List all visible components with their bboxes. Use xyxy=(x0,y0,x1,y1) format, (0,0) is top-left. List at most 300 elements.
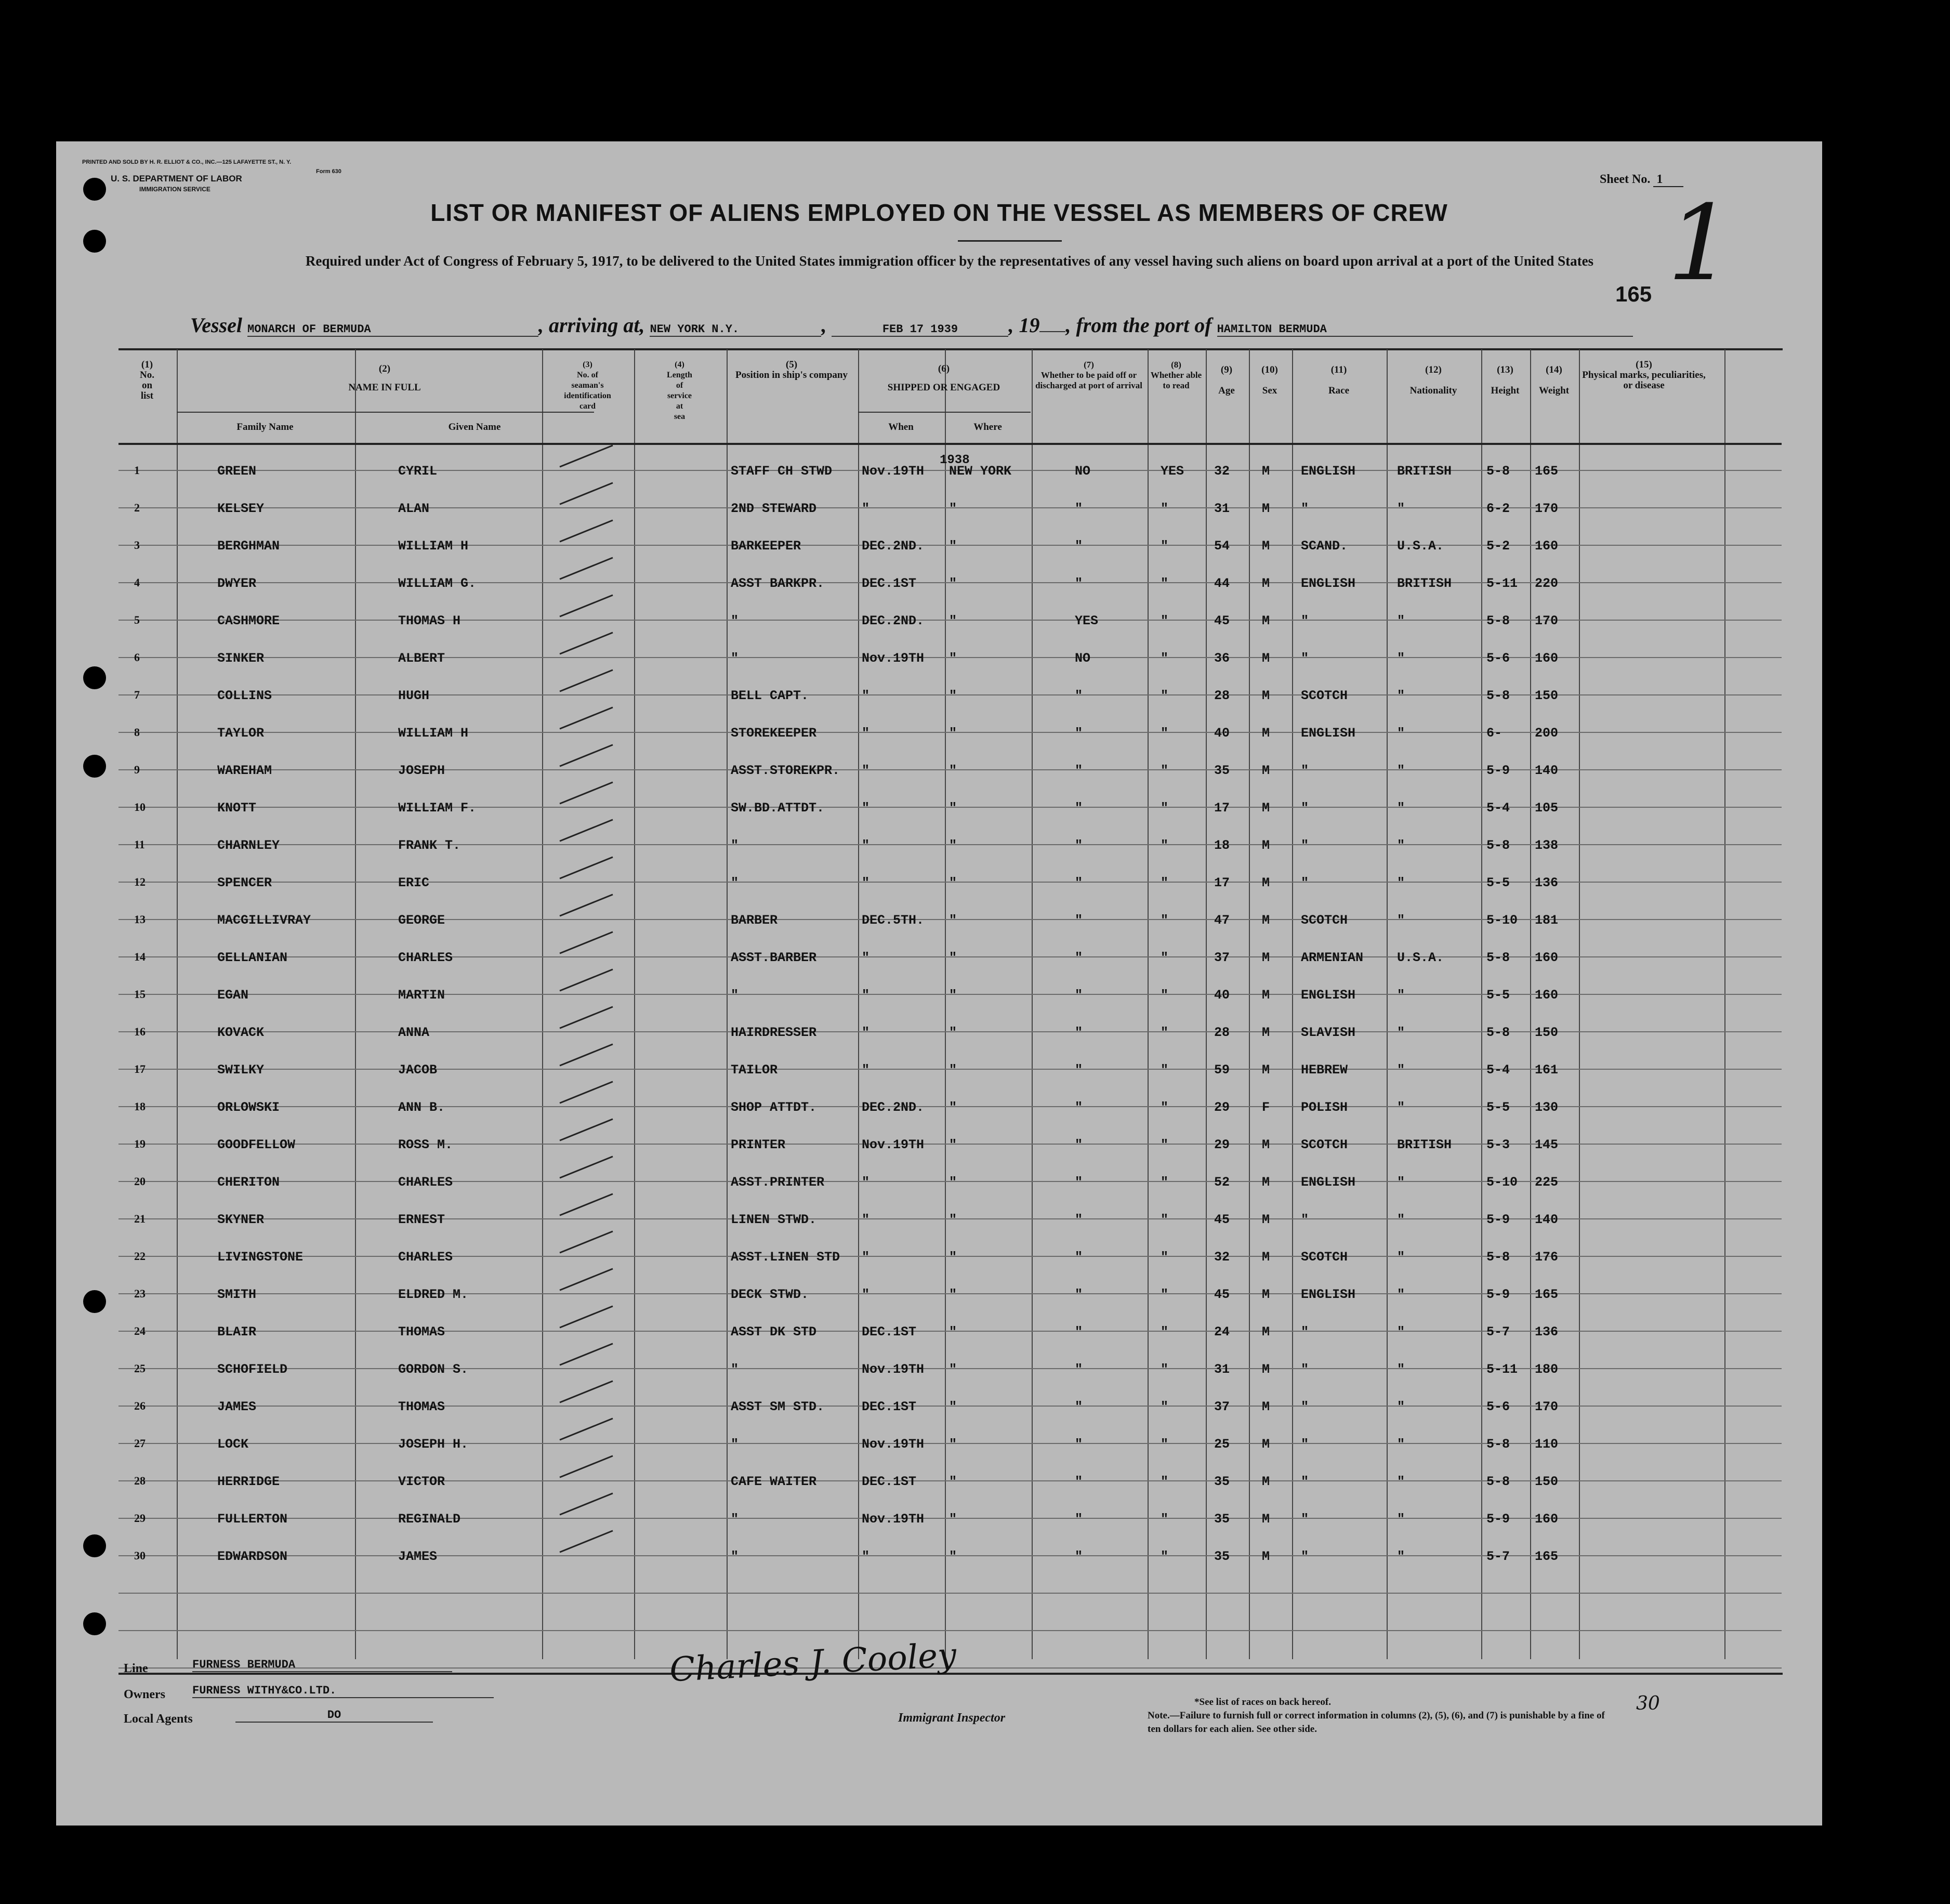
shipped-where: " xyxy=(949,1362,957,1377)
given-name: JOSEPH H. xyxy=(398,1437,469,1452)
age: 45 xyxy=(1214,613,1230,628)
row-number: 6 xyxy=(134,651,140,664)
row-number: 2 xyxy=(134,501,140,514)
position: STOREKEEPER xyxy=(731,726,817,741)
sex: M xyxy=(1262,1324,1270,1340)
family-name: KELSEY xyxy=(217,501,265,516)
family-name: WAREHAM xyxy=(217,763,272,778)
paid-off: " xyxy=(1075,688,1083,703)
race: ENGLISH xyxy=(1301,576,1356,591)
paid-off: " xyxy=(1075,1474,1083,1489)
age: 54 xyxy=(1214,539,1230,554)
sex: M xyxy=(1262,950,1270,965)
sex: M xyxy=(1262,464,1270,479)
height: 5-6 xyxy=(1486,1399,1510,1414)
col-header-id-card: (3) No. of seaman's identification card xyxy=(564,360,611,411)
age: 59 xyxy=(1214,1062,1230,1078)
owners-label: Owners xyxy=(124,1688,165,1701)
height: 5-9 xyxy=(1486,1512,1510,1527)
able-to-read: " xyxy=(1161,1250,1169,1265)
column-rule xyxy=(1148,349,1149,1659)
col-header-given-name: Given Name xyxy=(448,422,501,432)
height: 5-8 xyxy=(1486,950,1510,965)
sex: M xyxy=(1262,1549,1270,1564)
paid-off: " xyxy=(1075,1100,1083,1115)
shipped-when: DEC.2ND. xyxy=(862,539,925,554)
age: 28 xyxy=(1214,688,1230,703)
height: 5-4 xyxy=(1486,800,1510,816)
row-number: 21 xyxy=(134,1212,146,1225)
column-rule xyxy=(1530,349,1531,1659)
paid-off: YES xyxy=(1075,613,1099,628)
race: ENGLISH xyxy=(1301,988,1356,1003)
nationality: " xyxy=(1397,1512,1405,1527)
position: ASST.STOREKPR. xyxy=(731,763,840,778)
subheader-rule xyxy=(858,412,1031,413)
sex: M xyxy=(1262,1512,1270,1527)
family-name: KOVACK xyxy=(217,1025,265,1040)
position: ASST.LINEN STD xyxy=(731,1250,840,1265)
position: " xyxy=(731,1512,739,1527)
family-name: SMITH xyxy=(217,1287,257,1302)
nationality: " xyxy=(1397,1324,1405,1340)
col-header-height: (13) Height xyxy=(1491,364,1520,396)
col-header-position: (5) Position in ship's company xyxy=(735,359,848,380)
shipped-when: " xyxy=(862,1549,870,1564)
stamp-number: 165 xyxy=(1615,282,1652,306)
position: ASST DK STD xyxy=(731,1324,817,1340)
shipped-when: " xyxy=(862,763,870,778)
shipped-when: DEC.1ST xyxy=(862,1399,917,1414)
able-to-read: " xyxy=(1161,988,1169,1003)
given-name: WILLIAM F. xyxy=(398,800,477,816)
race: " xyxy=(1301,1212,1309,1227)
col-header-name: (2) NAME IN FULL xyxy=(348,363,421,393)
given-name: JACOB xyxy=(398,1062,438,1078)
row-number: 28 xyxy=(134,1474,146,1487)
column-rule xyxy=(945,349,946,1659)
height: 5-6 xyxy=(1486,651,1510,666)
race: ENGLISH xyxy=(1301,1175,1356,1190)
column-rule xyxy=(1249,349,1250,1659)
race: " xyxy=(1301,1512,1309,1527)
shipped-where: " xyxy=(949,1399,957,1414)
nationality: BRITISH xyxy=(1397,464,1452,479)
family-name: CHARNLEY xyxy=(217,838,280,853)
paid-off: " xyxy=(1075,1062,1083,1078)
height: 5-8 xyxy=(1486,613,1510,628)
column-rule xyxy=(1292,349,1293,1659)
shipped-where: " xyxy=(949,539,957,554)
row-number: 18 xyxy=(134,1100,146,1113)
sex: M xyxy=(1262,875,1270,890)
row-number: 14 xyxy=(134,950,146,963)
age: 32 xyxy=(1214,1250,1230,1265)
race: ENGLISH xyxy=(1301,464,1356,479)
given-name: THOMAS xyxy=(398,1324,445,1340)
race: " xyxy=(1301,838,1309,853)
weight: 180 xyxy=(1535,1362,1559,1377)
paid-off: " xyxy=(1075,838,1083,853)
row-number: 7 xyxy=(134,688,140,701)
weight: 170 xyxy=(1535,613,1559,628)
weight: 136 xyxy=(1535,875,1559,890)
paid-off: " xyxy=(1075,913,1083,928)
col-header-where: Where xyxy=(973,422,1002,432)
position: " xyxy=(731,1437,739,1452)
arriving-port: NEW YORK N.Y. xyxy=(650,323,821,337)
sex: M xyxy=(1262,1025,1270,1040)
arriving-label: , arriving at, xyxy=(538,313,645,337)
row-number: 15 xyxy=(134,988,146,1001)
race: " xyxy=(1301,613,1309,628)
able-to-read: " xyxy=(1161,875,1169,890)
col-header-shipped: (6) SHIPPED OR ENGAGED xyxy=(887,363,1000,393)
age: 47 xyxy=(1214,913,1230,928)
inspector-label: Immigrant Inspector xyxy=(898,1711,1006,1725)
age: 31 xyxy=(1214,501,1230,516)
family-name: BLAIR xyxy=(217,1324,257,1340)
height: 5-8 xyxy=(1486,1474,1510,1489)
nationality: " xyxy=(1397,838,1405,853)
weight: 176 xyxy=(1535,1250,1559,1265)
shipped-when: DEC.2ND. xyxy=(862,613,925,628)
vessel-line: Vessel MONARCH OF BERMUDA , arriving at, NEW YORK N.Y. , FEB 17 1939 , 19 , from the port of HAMILTON BERMUDA xyxy=(190,313,1633,337)
age: 45 xyxy=(1214,1287,1230,1302)
inspector-signature: Charles J. Cooley xyxy=(668,1636,957,1690)
paid-off: " xyxy=(1075,763,1083,778)
sex: M xyxy=(1262,988,1270,1003)
family-name: MACGILLIVRAY xyxy=(217,913,311,928)
position: " xyxy=(731,988,739,1003)
column-rule xyxy=(1206,349,1207,1659)
family-name: FULLERTON xyxy=(217,1512,288,1527)
weight: 150 xyxy=(1535,1025,1559,1040)
family-name: DWYER xyxy=(217,576,257,591)
age: 18 xyxy=(1214,838,1230,853)
sex: M xyxy=(1262,1212,1270,1227)
shipped-where: " xyxy=(949,1175,957,1190)
col-header-number: (1) No. on list xyxy=(140,359,154,401)
shipped-when: DEC.1ST xyxy=(862,1474,917,1489)
weight: 130 xyxy=(1535,1100,1559,1115)
col-header-service-length: (4) Length of service at sea xyxy=(667,360,692,421)
able-to-read: " xyxy=(1161,1399,1169,1414)
weight: 165 xyxy=(1535,1287,1559,1302)
row-number: 25 xyxy=(134,1362,146,1375)
age: 35 xyxy=(1214,1512,1230,1527)
shipped-where: " xyxy=(949,1025,957,1040)
shipped-where: " xyxy=(949,1100,957,1115)
age: 29 xyxy=(1214,1137,1230,1152)
weight: 105 xyxy=(1535,800,1559,816)
col-header-sex: (10) Sex xyxy=(1261,364,1278,396)
given-name: JOSEPH xyxy=(398,763,445,778)
shipped-where: " xyxy=(949,838,957,853)
row-number: 9 xyxy=(134,763,140,776)
position: " xyxy=(731,1549,739,1564)
nationality: U.S.A. xyxy=(1397,539,1444,554)
shipped-when: Nov.19TH xyxy=(862,1362,925,1377)
nationality: " xyxy=(1397,1399,1405,1414)
position: SHOP ATTDT. xyxy=(731,1100,817,1115)
shipped-where: " xyxy=(949,688,957,703)
able-to-read: " xyxy=(1161,800,1169,816)
nationality: " xyxy=(1397,1250,1405,1265)
family-name: SCHOFIELD xyxy=(217,1362,288,1377)
family-name: GELLANIAN xyxy=(217,950,288,965)
given-name: ANNA xyxy=(398,1025,430,1040)
able-to-read: " xyxy=(1161,651,1169,666)
agents-label: Local Agents xyxy=(124,1712,193,1726)
paid-off: " xyxy=(1075,800,1083,816)
given-name: GORDON S. xyxy=(398,1362,469,1377)
col-header-paid-off: (7) Whether to be paid off or discharged at port of arrival xyxy=(1035,360,1142,390)
height: 5-2 xyxy=(1486,539,1510,554)
given-name: CHARLES xyxy=(398,1250,453,1265)
nationality: " xyxy=(1397,1362,1405,1377)
position: STAFF CH STWD xyxy=(731,464,833,479)
given-name: VICTOR xyxy=(398,1474,445,1489)
shipped-where: " xyxy=(949,1250,957,1265)
age: 45 xyxy=(1214,1212,1230,1227)
row-number: 11 xyxy=(134,838,145,851)
shipped-when: " xyxy=(862,501,870,516)
family-name: COLLINS xyxy=(217,688,272,703)
family-name: TAYLOR xyxy=(217,726,265,741)
sex: M xyxy=(1262,576,1270,591)
height: 5-4 xyxy=(1486,1062,1510,1078)
column-rule xyxy=(355,349,356,1659)
weight: 150 xyxy=(1535,1474,1559,1489)
race: SCOTCH xyxy=(1301,913,1348,928)
able-to-read: " xyxy=(1161,1362,1169,1377)
nationality: " xyxy=(1397,651,1405,666)
shipped-when: " xyxy=(862,1250,870,1265)
row-rule xyxy=(118,1593,1782,1594)
able-to-read: " xyxy=(1161,1437,1169,1452)
given-name: THOMAS xyxy=(398,1399,445,1414)
able-to-read: " xyxy=(1161,1549,1169,1564)
able-to-read: " xyxy=(1161,1324,1169,1340)
given-name: WILLIAM G. xyxy=(398,576,477,591)
shipped-where: " xyxy=(949,1062,957,1078)
shipped-when: Nov.19TH xyxy=(862,1437,925,1452)
given-name: ANN B. xyxy=(398,1100,445,1115)
able-to-read: " xyxy=(1161,1175,1169,1190)
race: " xyxy=(1301,763,1309,778)
shipped-when: " xyxy=(862,800,870,816)
height: 6-2 xyxy=(1486,501,1510,516)
family-name: SKYNER xyxy=(217,1212,265,1227)
weight: 160 xyxy=(1535,950,1559,965)
able-to-read: " xyxy=(1161,913,1169,928)
weight: 110 xyxy=(1535,1437,1559,1452)
nationality: U.S.A. xyxy=(1397,950,1444,965)
family-name: GOODFELLOW xyxy=(217,1137,296,1152)
binder-hole xyxy=(83,666,106,689)
column-rule xyxy=(177,349,178,1659)
position: ASST SM STD. xyxy=(731,1399,825,1414)
row-number: 12 xyxy=(134,875,146,888)
shipped-where: " xyxy=(949,651,957,666)
position: ASST.BARBER xyxy=(731,950,817,965)
given-name: WILLIAM H xyxy=(398,539,469,554)
sex: M xyxy=(1262,1362,1270,1377)
position: ASST BARKPR. xyxy=(731,576,825,591)
shipped-where: " xyxy=(949,613,957,628)
given-name: FRANK T. xyxy=(398,838,461,853)
race: " xyxy=(1301,1549,1309,1564)
position: BARBER xyxy=(731,913,778,928)
given-name: JAMES xyxy=(398,1549,438,1564)
age: 37 xyxy=(1214,950,1230,965)
race: SLAVISH xyxy=(1301,1025,1356,1040)
age: 40 xyxy=(1214,726,1230,741)
from-label: , from the port of xyxy=(1065,313,1212,337)
age: 29 xyxy=(1214,1100,1230,1115)
family-name: EDWARDSON xyxy=(217,1549,288,1564)
height: 5-10 xyxy=(1486,913,1518,928)
shipped-where: " xyxy=(949,1212,957,1227)
race: " xyxy=(1301,1399,1309,1414)
position: TAILOR xyxy=(731,1062,778,1078)
race: ENGLISH xyxy=(1301,1287,1356,1302)
shipped-where: " xyxy=(949,501,957,516)
binder-hole xyxy=(83,755,106,778)
given-name: REGINALD xyxy=(398,1512,461,1527)
nationality: " xyxy=(1397,1287,1405,1302)
shipped-when: " xyxy=(862,838,870,853)
given-name: ERIC xyxy=(398,875,430,890)
race: " xyxy=(1301,1474,1309,1489)
age: 36 xyxy=(1214,651,1230,666)
weight: 220 xyxy=(1535,576,1559,591)
given-name: CHARLES xyxy=(398,950,453,965)
weight: 145 xyxy=(1535,1137,1559,1152)
weight: 225 xyxy=(1535,1175,1559,1190)
paid-off: " xyxy=(1075,726,1083,741)
race: SCOTCH xyxy=(1301,688,1348,703)
family-name: JAMES xyxy=(217,1399,257,1414)
able-to-read: " xyxy=(1161,1062,1169,1078)
binder-hole xyxy=(83,178,106,201)
nationality: " xyxy=(1397,1437,1405,1452)
paid-off: " xyxy=(1075,576,1083,591)
line-label: Line xyxy=(124,1662,148,1675)
penalty-note: Note.—Failure to furnish full or correct information in columns (2), (5), (6), and (7) is punishable by a fine of ten dollars for each alien. See other side. xyxy=(1148,1710,1605,1735)
departure-port: HAMILTON BERMUDA xyxy=(1217,323,1633,337)
paid-off: " xyxy=(1075,988,1083,1003)
paid-off: " xyxy=(1075,1212,1083,1227)
able-to-read: " xyxy=(1161,1100,1169,1115)
height: 5-8 xyxy=(1486,688,1510,703)
column-rule xyxy=(1481,349,1482,1659)
column-rule xyxy=(727,349,728,1659)
owners-value: FURNESS WITHY&CO.LTD. xyxy=(192,1684,494,1698)
age: 37 xyxy=(1214,1399,1230,1414)
given-name: ALBERT xyxy=(398,651,445,666)
col-header-race: (11) Race xyxy=(1328,364,1350,396)
margin-handwritten-mark: 1 xyxy=(1667,183,1734,304)
nationality: " xyxy=(1397,763,1405,778)
row-number: 22 xyxy=(134,1250,146,1263)
sex: F xyxy=(1262,1100,1270,1115)
binder-hole xyxy=(83,1612,106,1635)
row-number: 30 xyxy=(134,1549,146,1562)
shipped-where: " xyxy=(949,576,957,591)
shipped-when: Nov.19TH xyxy=(862,464,925,479)
height: 5-8 xyxy=(1486,1437,1510,1452)
row-number: 17 xyxy=(134,1062,146,1075)
paid-off: " xyxy=(1075,1399,1083,1414)
height: 5-10 xyxy=(1486,1175,1518,1190)
binder-hole xyxy=(83,1534,106,1557)
sex: M xyxy=(1262,688,1270,703)
nationality: " xyxy=(1397,501,1405,516)
sex: M xyxy=(1262,726,1270,741)
position: 2ND STEWARD xyxy=(731,501,817,516)
department-name: U. S. DEPARTMENT OF LABOR xyxy=(111,174,242,183)
family-name: LOCK xyxy=(217,1437,249,1452)
sex: M xyxy=(1262,838,1270,853)
able-to-read: " xyxy=(1161,1025,1169,1040)
col-header-weight: (14) Weight xyxy=(1538,364,1570,396)
sex: M xyxy=(1262,763,1270,778)
binder-hole xyxy=(83,230,106,253)
paid-off: " xyxy=(1075,1137,1083,1152)
age: 44 xyxy=(1214,576,1230,591)
family-name: LIVINGSTONE xyxy=(217,1250,304,1265)
able-to-read: " xyxy=(1161,1474,1169,1489)
shipped-when: DEC.1ST xyxy=(862,1324,917,1340)
height: 5-5 xyxy=(1486,875,1510,890)
race: HEBREW xyxy=(1301,1062,1348,1078)
given-name: GEORGE xyxy=(398,913,445,928)
shipped-when: Nov.19TH xyxy=(862,651,925,666)
given-name: CYRIL xyxy=(398,464,438,479)
able-to-read: " xyxy=(1161,576,1169,591)
shipped-when: " xyxy=(862,1062,870,1078)
row-number: 19 xyxy=(134,1137,146,1150)
shipped-where: " xyxy=(949,726,957,741)
race: " xyxy=(1301,651,1309,666)
weight: 160 xyxy=(1535,539,1559,554)
paid-off: " xyxy=(1075,1512,1083,1527)
race: SCOTCH xyxy=(1301,1137,1348,1152)
nationality: " xyxy=(1397,726,1405,741)
row-number: 3 xyxy=(134,539,140,551)
race: " xyxy=(1301,1437,1309,1452)
height: 5-8 xyxy=(1486,464,1510,479)
sheet-value: 1 xyxy=(1653,173,1683,187)
form-number: Form 630 xyxy=(316,168,341,175)
year-note: 1938 xyxy=(940,453,970,467)
shipped-when: DEC.2ND. xyxy=(862,1100,925,1115)
race: " xyxy=(1301,1324,1309,1340)
nationality: " xyxy=(1397,613,1405,628)
age: 35 xyxy=(1214,1549,1230,1564)
shipped-when: " xyxy=(862,726,870,741)
paid-off: " xyxy=(1075,539,1083,554)
position: CAFE WAITER xyxy=(731,1474,817,1489)
age: 25 xyxy=(1214,1437,1230,1452)
paid-off: " xyxy=(1075,1250,1083,1265)
able-to-read: " xyxy=(1161,950,1169,965)
row-number: 27 xyxy=(134,1437,146,1450)
able-to-read: " xyxy=(1161,1137,1169,1152)
races-note: *See list of races on back hereof. xyxy=(1194,1697,1331,1708)
